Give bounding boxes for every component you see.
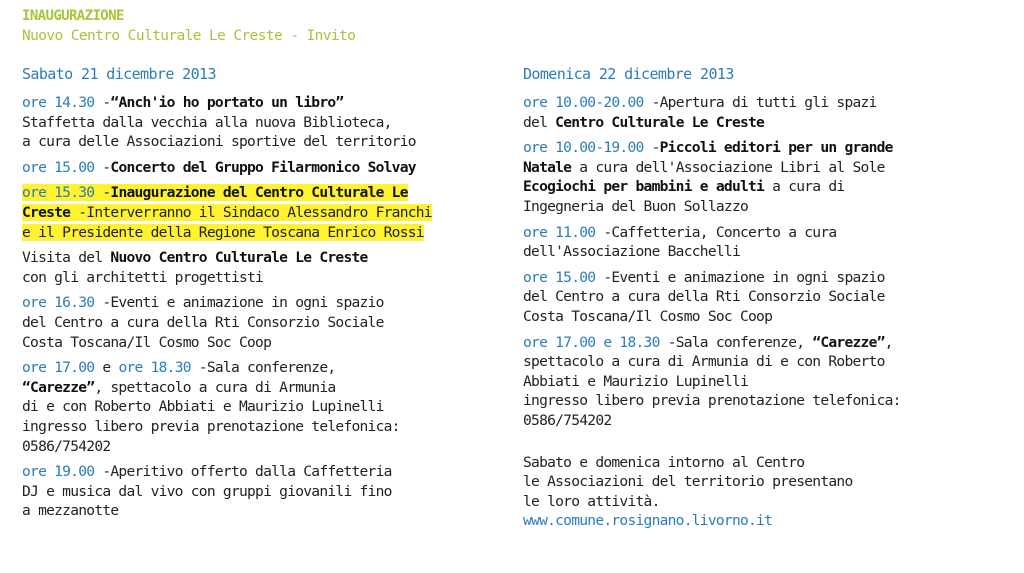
event-title: “Anch'io ho portato un libro” xyxy=(110,94,344,111)
sunday-column xyxy=(523,64,1003,537)
sat-event-4: Visita del Nuovo Centro Culturale Le Creste con gli architetti progettisti xyxy=(22,249,368,286)
sun-event-4: ore 15.00 -Eventi e animazione in ogni spazio del Centro a cura della Rti Consorzio Sociale Costa Toscana/Il Cosmo Soc Coop xyxy=(523,268,885,325)
sat-event-6: ore 17.00 e ore 18.30 -Sala conferenze, “Carezze”, spettacolo a cura di Armunia di e con Roberto Abbiati e Maurizio Lupinelli ingresso libero previa prenotazione telefonica: 0586/754202 xyxy=(22,359,400,455)
saturday-column xyxy=(22,64,502,527)
event-title: Inaugurazione del Centro Culturale Le xyxy=(110,184,408,202)
event-time: ore 15.00 xyxy=(22,158,95,176)
phone-number: 0586/754202 xyxy=(523,411,612,429)
header-label: INAUGURAZIONE xyxy=(22,8,124,24)
closing-note: Sabato e domenica intorno al Centro le Associazioni del territorio presentano le loro attività. www.comune.rosignano.livorno.it xyxy=(523,453,853,530)
event-time: ore 19.00 xyxy=(22,463,95,481)
header-subtitle: Nuovo Centro Culturale Le Creste - Invito xyxy=(22,28,356,44)
event-time: ore 11.00 xyxy=(523,223,596,241)
sat-event-2: ore 15.00 -Concerto del Gruppo Filarmonico Solvay xyxy=(22,158,416,176)
sun-event-1: ore 10.00-20.00 -Apertura di tutti gli spazi del Centro Culturale Le Creste xyxy=(523,94,877,131)
event-time: ore 15.00 xyxy=(523,268,596,286)
sat-event-7: ore 19.00 -Aperitivo offerto dalla Caffetteria DJ e musica dal vivo con gruppi giovanili fino a mezzanotte xyxy=(22,463,392,520)
phone-number: 0586/754202 xyxy=(22,437,111,455)
website-link[interactable]: www.comune.rosignano.livorno.it xyxy=(523,512,773,530)
event-time: ore 10.00-20.00 xyxy=(523,94,644,111)
sun-event-2: ore 10.00-19.00 -Piccoli editori per un grande Natale a cura dell'Associazione Libri al Sole Ecogiochi per bambini e adulti a cura di Ingegneria del Buon Sollazzo xyxy=(523,139,893,215)
sun-event-5: ore 17.00 e 18.30 -Sala conferenze, “Carezze”, spettacolo a cura di Armunia di e con Roberto Abbiati e Maurizio Lupinelli ingresso libero previa prenotazione telefonica: 0586/754202 xyxy=(523,333,901,429)
sat-event-5: ore 16.30 -Eventi e animazione in ogni spazio del Centro a cura della Rti Consorzio Sociale Costa Toscana/Il Cosmo Soc Coop xyxy=(22,294,384,351)
event-time: ore 10.00-19.00 xyxy=(523,139,644,157)
invitation-header xyxy=(22,6,355,46)
sunday-title: Domenica 22 dicembre 2013 xyxy=(523,65,734,83)
event-time: ore 14.30 xyxy=(22,94,95,111)
saturday-title: Sabato 21 dicembre 2013 xyxy=(22,65,216,83)
sun-event-3: ore 11.00 -Caffetteria, Concerto a cura dell'Associazione Bacchelli xyxy=(523,223,837,261)
event-title: Concerto del Gruppo Filarmonico Solvay xyxy=(110,158,416,176)
event-time: ore 17.00 e 18.30 xyxy=(523,333,660,351)
sat-event-3-highlighted: ore 15.30 -Inaugurazione del Centro Culturale Le Creste -Interverranno il Sindaco Alessandro Franchi e il Presidente della Regione Toscana Enrico Rossi xyxy=(22,184,432,241)
sat-event-1: ore 14.30 -“Anch'io ho portato un libro” Staffetta dalla vecchia alla nuova Biblioteca, a cura delle Associazioni sportive del territorio xyxy=(22,94,416,151)
event-time: ore 15.30 xyxy=(22,184,95,202)
event-time: ore 16.30 xyxy=(22,294,95,312)
